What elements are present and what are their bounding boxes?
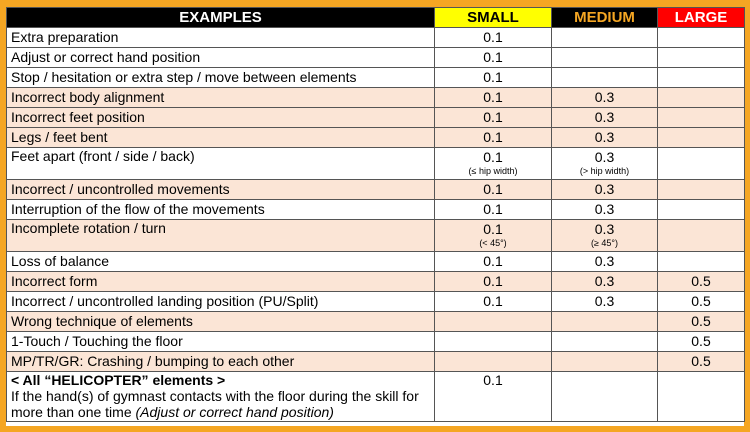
table-row [7, 128, 745, 148]
cell-small [435, 332, 552, 352]
cell-large [658, 180, 745, 200]
cell-medium [552, 200, 658, 220]
cell-large [658, 312, 745, 332]
cell-medium [552, 372, 658, 422]
cell-medium [552, 128, 658, 148]
cell-medium [552, 292, 658, 312]
table-row [7, 28, 745, 48]
table-row [7, 332, 745, 352]
cell-value: 0.1 [483, 201, 503, 217]
cell-note: (< 45°) [479, 238, 507, 248]
cell-small [435, 148, 552, 180]
cell-value: 0.3 [594, 129, 615, 145]
cell-large [658, 28, 745, 48]
cell-medium [552, 252, 658, 272]
cell-small [435, 128, 552, 148]
cell-large [658, 332, 745, 352]
table-row [7, 352, 745, 372]
cell-medium [552, 148, 658, 180]
table-row [7, 108, 745, 128]
cell-large [658, 200, 745, 220]
cell-medium [552, 68, 658, 88]
cell-small [435, 68, 552, 88]
cell-value: 0.3 [594, 149, 615, 165]
table-row [7, 272, 745, 292]
table-row [7, 48, 745, 68]
cell-medium [552, 180, 658, 200]
cell-medium [552, 220, 658, 252]
table-row [7, 220, 745, 252]
helicopter-row [7, 372, 745, 422]
row-label: Interruption of the flow of the movements [7, 200, 435, 220]
cell-value: 0.1 [483, 69, 503, 85]
row-label: Incorrect body alignment [7, 88, 435, 108]
cell-value: 0.3 [594, 181, 615, 197]
cell-small [435, 272, 552, 292]
cell-large [658, 220, 745, 252]
cell-medium [552, 332, 658, 352]
cell-note: (≥ 45°) [590, 238, 619, 248]
table-row [7, 88, 745, 108]
cell-large [658, 252, 745, 272]
cell-value: 0.1 [483, 181, 503, 197]
cell-small [435, 352, 552, 372]
cell-large [658, 292, 745, 312]
cell-large [658, 372, 745, 422]
row-label: Incorrect form [7, 272, 435, 292]
cell-small [435, 48, 552, 68]
cell-large [658, 108, 745, 128]
table-row [7, 200, 745, 220]
cell-value: 0.1 [483, 29, 503, 45]
cell-value: 0.3 [594, 253, 615, 269]
cell-value: 0.5 [691, 273, 711, 289]
header-examples: EXAMPLES [7, 8, 435, 28]
cell-large [658, 48, 745, 68]
cell-large [658, 352, 745, 372]
row-label: Incorrect / uncontrolled landing position (PU/Split) [7, 292, 435, 312]
cell-value: 0.5 [691, 313, 711, 329]
row-label: Legs / feet bent [7, 128, 435, 148]
cell-value: 0.1 [483, 273, 503, 289]
cell-small: 0.1 [435, 372, 552, 422]
cell-medium [552, 272, 658, 292]
cell-value: 0.5 [691, 353, 711, 369]
cell-value: 0.1 [483, 89, 503, 105]
cell-value: 0.3 [594, 201, 615, 217]
table-row [7, 292, 745, 312]
cell-medium [552, 312, 658, 332]
cell-medium [552, 352, 658, 372]
cell-note: (> hip width) [579, 166, 630, 176]
row-label: Wrong technique of elements [7, 312, 435, 332]
cell-small [435, 200, 552, 220]
table-row [7, 312, 745, 332]
helicopter-note: (Adjust or correct hand position) [135, 404, 334, 420]
cell-large [658, 88, 745, 108]
table-row [7, 252, 745, 272]
row-label: Adjust or correct hand position [7, 48, 435, 68]
header-medium: MEDIUM [552, 8, 658, 28]
row-label: Feet apart (front / side / back) [7, 148, 435, 180]
cell-value: 0.3 [594, 89, 615, 105]
cell-small [435, 252, 552, 272]
cell-note: (≤ hip width) [468, 166, 518, 176]
cell-value: 0.5 [691, 333, 711, 349]
cell-large [658, 128, 745, 148]
cell-medium [552, 28, 658, 48]
table-row [7, 148, 745, 180]
header-row [7, 8, 745, 28]
row-label: Incomplete rotation / turn [7, 220, 435, 252]
row-label: Incorrect feet position [7, 108, 435, 128]
cell-value: 0.1 [483, 149, 503, 165]
helicopter-title: < All “HELICOPTER” elements > [11, 372, 226, 388]
row-label: Loss of balance [7, 252, 435, 272]
header-large: LARGE [658, 8, 745, 28]
cell-small [435, 88, 552, 108]
helicopter-text: If the hand(s) of gymnast contacts with the floor during the skill for more than one time [11, 388, 419, 420]
cell-value: 0.3 [594, 293, 615, 309]
cell-value: 0.1 [483, 49, 503, 65]
deductions-table-frame [6, 7, 744, 426]
cell-value: 0.3 [594, 109, 615, 125]
header-small: SMALL [435, 8, 552, 28]
row-label: MP/TR/GR: Crashing / bumping to each other [7, 352, 435, 372]
cell-small [435, 180, 552, 200]
cell-large [658, 148, 745, 180]
cell-medium [552, 48, 658, 68]
deductions-table [6, 7, 745, 422]
cell-small [435, 108, 552, 128]
cell-medium [552, 108, 658, 128]
cell-small [435, 28, 552, 48]
row-label: 1-Touch / Touching the floor [7, 332, 435, 352]
helicopter-label [7, 372, 435, 422]
cell-value: 0.1 [483, 253, 503, 269]
cell-small [435, 292, 552, 312]
cell-small [435, 312, 552, 332]
table-row [7, 68, 745, 88]
row-label: Stop / hesitation or extra step / move between elements [7, 68, 435, 88]
cell-value: 0.5 [691, 293, 711, 309]
cell-large [658, 68, 745, 88]
cell-large [658, 272, 745, 292]
row-label: Extra preparation [7, 28, 435, 48]
cell-value: 0.1 [483, 221, 503, 237]
cell-medium [552, 88, 658, 108]
cell-value: 0.1 [483, 109, 503, 125]
cell-value: 0.3 [594, 273, 615, 289]
table-row [7, 180, 745, 200]
cell-value: 0.3 [594, 221, 615, 237]
cell-value: 0.1 [483, 293, 503, 309]
row-label: Incorrect / uncontrolled movements [7, 180, 435, 200]
cell-small [435, 220, 552, 252]
cell-value: 0.1 [483, 129, 503, 145]
